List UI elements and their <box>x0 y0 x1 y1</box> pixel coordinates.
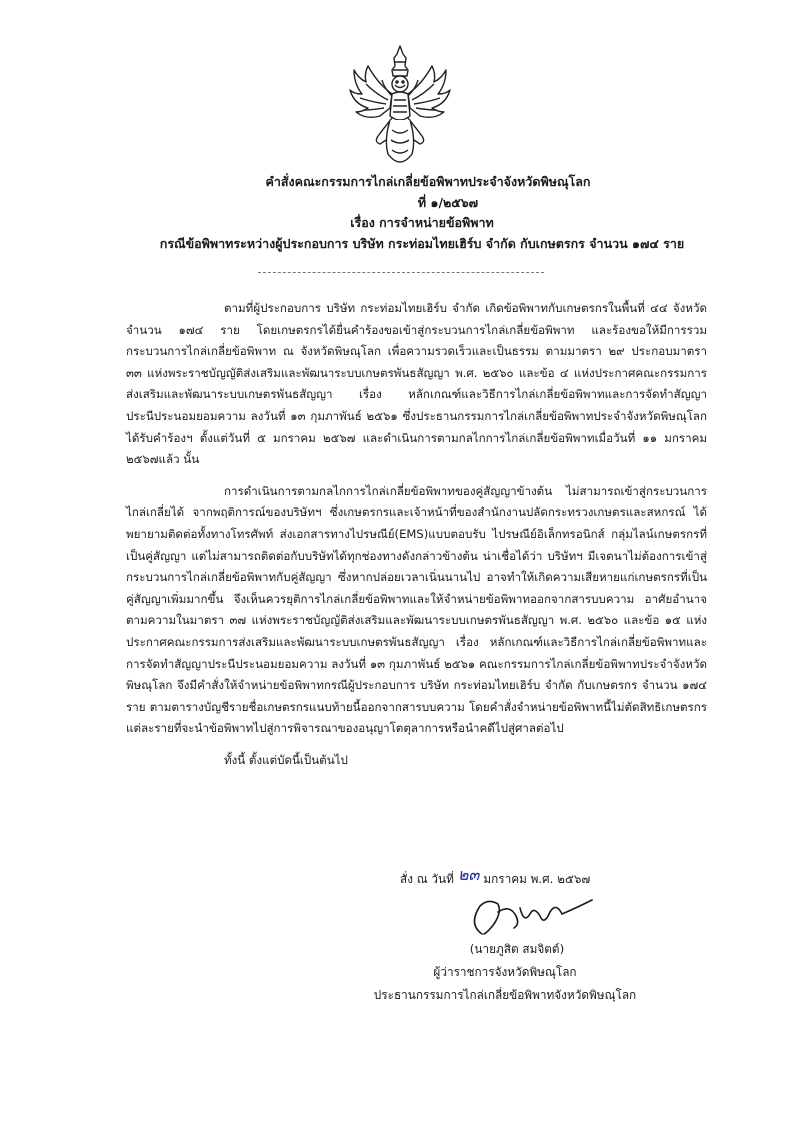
body-paragraph-1: ตามที่ผู้ประกอบการ บริษัท กระท่อมไทยเฮิร์บ จำกัด เกิดข้อพิพาทกับเกษตรกรในพื้นที่ ๔๔ จังหวัด จำนวน ๑๗๔ ราย โดยเกษตรกรได้ยื่นคำร้องขอเข้าสู่กระบวนการไกล่เกลี่ยข้อพิพาท และร้องขอให้มีการรวมกระบวนการไกล่เกลี่ยข้อพิพาท ณ จังหวัดพิษณุโลก เพื่อความรวดเร็วและเป็นธรรม ตามมาตรา ๒๙ ประกอบมาตรา ๓๓ แห่งพระราชบัญญัติส่งเสริมและพัฒนาระบบเกษตรพันธสัญญา พ.ศ. ๒๕๖๐ และข้อ ๔ แห่งประกาศคณะกรรมการส่งเสริมและพัฒนาระบบเกษตรพันธสัญญา เรื่อง หลักเกณฑ์และวิธีการไกล่เกลี่ยข้อพิพาทและการจัดทำสัญญาประนีประนอมยอมความ ลงวันที่ ๑๓ กุมภาพันธ์ ๒๕๖๑ ซึ่งประธานกรรมการไกล่เกลี่ยข้อพิพาทประจำจังหวัดพิษณุโลก ได้รับคำร้องฯ ตั้งแต่วันที่ ๕ มกราคม ๒๕๖๗ และดำเนินการตามกลไกการไกล่เกลี่ยข้อพิพาทเมื่อวันที่ ๑๑ มกราคม ๒๕๖๗แล้ว นั้น <box>126 301 707 467</box>
signer-position: ผู้ว่าราชการจังหวัดพิษณุโลก <box>433 965 577 979</box>
body-paragraph-3: ทั้งนี้ ตั้งแต่บัดนี้เป็นต้นไป <box>224 752 348 767</box>
order-number: ที่ ๑/๒๕๖๗ <box>417 194 479 210</box>
header-divider <box>258 272 544 273</box>
date-suffix: มกราคม พ.ศ. ๒๕๖๗ <box>483 872 591 886</box>
order-header <box>0 172 800 254</box>
body-paragraph-2: การดำเนินการตามกลไกการไกล่เกลี่ยข้อพิพาทของคู่สัญญาข้างต้น ไม่สามารถเข้าสู่กระบวนการไกล่เกลี่ยได้ จากพฤติการณ์ของบริษัทฯ ซึ่งเกษตรกรและเจ้าหน้าที่ของสำนักงานปลัดกระทรวงเกษตรและสหกรณ์ ได้พยายามติดต่อทั้งทางโทรศัพท์ ส่งเอกสารทางไปรษณีย์(EMS)แบบตอบรับ ไปรษณีย์อิเล็กทรอนิกส์ กลุ่มไลน์เกษตรกรที่เป็นคู่สัญญา แต่ไม่สามารถติดต่อกับบริษัทได้ทุกช่องทางดังกล่าวข้างต้น น่าเชื่อได้ว่า บริษัทฯ มีเจตนาไม่ต้องการเข้าสู่กระบวนการไกล่เกลี่ยข้อพิพาทกับคู่สัญญา ซึ่งหากปล่อยเวลาเนิ่นนานไป อาจทำให้เกิดความเสียหายแก่เกษตรกรที่เป็นคู่สัญญาเพิ่มมากขึ้น จึงเห็นควรยุติการไกล่เกลี่ยข้อพิพาทและให้จำหน่ายข้อพิพาทออกจากสารบบความ อาศัยอำนาจตามความในมาตรา ๓๗ แห่งพระราชบัญญัติส่งเสริมและพัฒนาระบบเกษตรพันธสัญญา พ.ศ. ๒๕๖๐ และข้อ ๑๕ แห่งประกาศคณะกรรมการส่งเสริมและพัฒนาระบบเกษตรพันธสัญญา เรื่อง หลักเกณฑ์และวิธีการไกล่เกลี่ยข้อพิพาทและการจัดทำสัญญาประนีประนอมยอมความ ลงวันที่ ๑๓ กุมภาพันธ์ ๒๕๖๑ คณะกรรมการไกล่เกลี่ยข้อพิพาทประจำจังหวัดพิษณุโลก จึงมีคำสั่งให้จำหน่ายข้อพิพาทกรณีผู้ประกอบการ บริษัท กระท่อมไทยเฮิร์บ จำกัด กับเกษตรกร จำนวน ๑๗๔ ราย ตามตารางบัญชีรายชื่อเกษตรกรแนบท้ายนี้ออกจากสารบบความ โดยคำสั่งจำหน่ายข้อพิพาทนี้ไม่ตัดสิทธิเกษตรกรแต่ละรายที่จะนำข้อพิพาทไปสู่การพิจารณาของอนุญาโตตุลาการหรือนำคดีไปสู่ศาลต่อไป <box>126 483 707 736</box>
order-case: กรณีข้อพิพาทระหว่างผู้ประกอบการ บริษัท กระท่อมไทยเฮิร์บ จำกัด กับเกษตรกร จำนวน ๑๗๔ ราย <box>159 235 685 251</box>
signer-name: (นายภูสิต สมจิตต์) <box>469 942 565 956</box>
order-title: คำสั่งคณะกรรมการไกล่เกลี่ยข้อพิพาทประจำจังหวัดพิษณุโลก <box>265 174 591 189</box>
date-day-handwritten: ๒๓ <box>457 865 480 884</box>
handwritten-signature <box>458 894 598 940</box>
garuda-emblem-icon <box>348 44 452 164</box>
date-prefix: สั่ง ณ วันที่ <box>400 872 454 886</box>
signer-role: ประธานกรรมการไกล่เกลี่ยข้อพิพาทจังหวัดพิษณุโลก <box>373 988 637 1002</box>
order-subject: เรื่อง การจำหน่ายข้อพิพาท <box>350 215 494 230</box>
signer-block <box>360 938 650 1007</box>
order-date <box>400 866 590 891</box>
order-body <box>126 298 707 771</box>
